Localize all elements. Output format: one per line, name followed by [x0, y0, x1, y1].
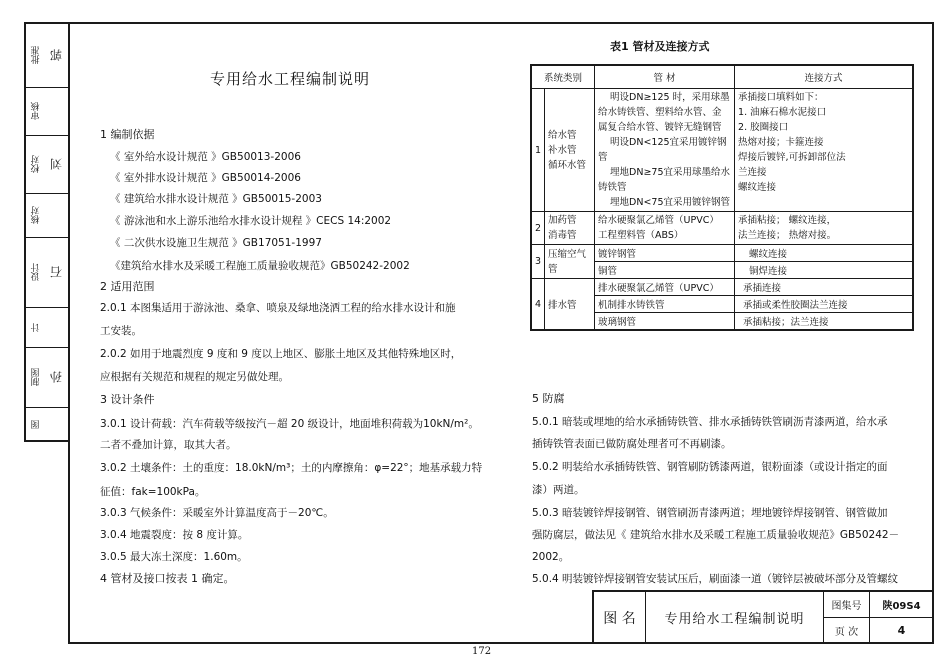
row-number: 3: [531, 245, 545, 279]
row-number: 1: [531, 89, 545, 212]
page-number: 172: [472, 646, 492, 657]
table-row: [531, 212, 913, 245]
system-type-cell: 排水管: [545, 279, 595, 331]
connection-cell: 承插连接: [735, 279, 913, 296]
ref-5: 《 二次供水设施卫生规范 》GB17051-1997: [110, 237, 322, 249]
clause-504: 5.0.4 明装镀锌焊接钢管安装试压后，刷面漆一道（镀锌层被破坏部分及管螺纹: [532, 573, 899, 585]
clause-201-line2: 工安装。: [100, 325, 142, 337]
clause-503-line1: 5.0.3 暗装镀锌焊接钢管、钢管刷沥青漆两道；埋地镀锌焊接钢管、钢管做加: [532, 507, 888, 519]
sig-cell-1: 批准 郭: [26, 24, 68, 88]
title-block: [592, 590, 934, 644]
connection-cell: 承插接口填料如下： 1. 油麻石棉水泥接口 2. 胶圈接口 热熔对接；卡箍连接 焊接后镀锌,可拆卸部位法 兰连接 螺纹连接: [735, 89, 913, 212]
connection-cell: 螺纹连接: [735, 245, 913, 262]
pipe-cell: 镀锌钢管: [595, 245, 735, 262]
drawing-name: 专用给水工程编制说明: [646, 592, 824, 644]
section-4: 4 管材及接口按表 1 确定。: [100, 572, 235, 585]
ref-1: 《 室外给水设计规范 》GB50013-2006: [110, 151, 301, 163]
atlas-number-label: 图集号: [824, 592, 870, 618]
atlas-number: 陕09S4: [870, 592, 934, 618]
pipe-material-table: [530, 64, 914, 331]
section-5-title: 5 防腐: [532, 392, 565, 405]
system-type-cell: 压缩空气 管: [545, 245, 595, 279]
connection-cell: 承插粘接；法兰连接: [735, 313, 913, 331]
drawing-name-label: 图 名: [594, 592, 646, 644]
clause-503-line2: 强防腐层，做法见《 建筑给水排水及采暖工程施工质量验收规范》GB50242－: [532, 529, 900, 541]
sig-cell-6: 计: [26, 308, 68, 348]
system-type-cell: 给水管 补水管 循环水管: [545, 89, 595, 212]
table-row: [531, 279, 913, 296]
header-system-type: 系统类别: [531, 65, 595, 89]
clause-201-line1: 2.0.1 本图集适用于游泳池、桑拿、喷泉及绿地浇洒工程的给水排水设计和施: [100, 302, 456, 314]
table-title: 表1 管材及连接方式: [610, 40, 710, 53]
pipe-cell: 玻璃钢管: [595, 313, 735, 331]
page-value: 4: [870, 618, 934, 644]
sig-cell-2: 审核: [26, 88, 68, 136]
sig-cell-8: 图: [31, 420, 42, 430]
ref-4: 《 游泳池和水上游乐池给水排水设计规程 》CECS 14:2002: [110, 215, 392, 227]
clause-305: 3.0.5 最大冻土深度：1.60m。: [100, 551, 248, 563]
ref-6: 《建筑给水排水及采暖工程施工质量验收规范》GB50242-2002: [110, 260, 410, 272]
sig-cell-4: 核对: [26, 194, 68, 238]
clause-302-line2: 征值：fak=100kPa。: [100, 486, 206, 498]
clause-502-line2: 漆）两道。: [532, 484, 585, 496]
pipe-cell: 给水硬聚氯乙烯管（UPVC） 工程塑料管（ABS）: [595, 212, 735, 245]
clause-301-line2: 二者不叠加计算，取其大者。: [100, 439, 237, 451]
row-number: 4: [531, 279, 545, 331]
signature-strip: [24, 22, 68, 442]
clause-503-line3: 2002。: [532, 551, 570, 563]
clause-202-line1: 2.0.2 如用于地震烈度 9 度和 9 度以上地区、膨胀土地区及其他特殊地区时，: [100, 348, 462, 360]
connection-cell: 承插粘接； 螺纹连接， 法兰连接； 热熔对接。: [735, 212, 913, 245]
clause-301-line1: 3.0.1 设计荷载：汽车荷载等级按汽－超 20 级设计，地面堆积荷载为10kN/m²。: [100, 418, 479, 430]
pipe-cell: 明设DN≥125 时，采用球墨 给水铸铁管、塑料给水管、金 属复合给水管、镀锌无缝钢管 明设DN<125宜采用镀锌钢 管 埋地DN≥75宜采用球墨给水 铸铁管 埋地DN<75宜采用镀锌钢管: [595, 89, 735, 212]
connection-cell: 铜焊连接: [735, 262, 913, 279]
row-number: 2: [531, 212, 545, 245]
page-title: 专用给水工程编制说明: [210, 70, 371, 88]
sig-cell-7: 制图 孙: [26, 348, 68, 408]
pipe-cell: 机制排水铸铁管: [595, 296, 735, 313]
table-row: [531, 245, 913, 262]
clause-302-line1: 3.0.2 土壤条件：土的重度：18.0kN/m³；土的内摩擦角：φ=22°；地基承载力特: [100, 462, 483, 474]
connection-cell: 承插或柔性胶圈法兰连接: [735, 296, 913, 313]
ref-3: 《 建筑给水排水设计规范 》GB50015-2003: [110, 193, 322, 205]
section-2-title: 2 适用范围: [100, 280, 155, 293]
clause-501-line1: 5.0.1 暗装或埋地的给水承插铸铁管、排水承插铸铁管刷沥青漆两道，给水承: [532, 416, 888, 428]
ref-2: 《 室外排水设计规范 》GB50014-2006: [110, 172, 301, 184]
header-connection: 连接方式: [735, 65, 913, 89]
clause-501-line2: 插铸铁管表面已做防腐处理者可不再刷漆。: [532, 438, 732, 450]
pipe-cell: 铜管: [595, 262, 735, 279]
sig-cell-5: 设计 石: [26, 238, 68, 308]
sig-cell-3: 校对 刘: [26, 136, 68, 194]
table-header-row: [531, 65, 913, 89]
clause-304: 3.0.4 地震裂度：按 8 度计算。: [100, 529, 249, 541]
clause-303: 3.0.3 气候条件：采暖室外计算温度高于－20℃。: [100, 507, 334, 519]
system-type-cell: 加药管 消毒管: [545, 212, 595, 245]
clause-502-line1: 5.0.2 明装给水承插铸铁管、钢管刷防锈漆两道，银粉面漆（或设计指定的面: [532, 461, 888, 473]
header-pipe: 管 材: [595, 65, 735, 89]
clause-202-line2: 应根据有关规范和规程的规定另做处理。: [100, 371, 289, 383]
page-label: 页 次: [824, 618, 870, 644]
pipe-cell: 排水硬聚氯乙烯管（UPVC）: [595, 279, 735, 296]
section-1-title: 1 编制依据: [100, 128, 155, 141]
section-3-title: 3 设计条件: [100, 393, 155, 406]
table-row: [531, 89, 913, 212]
